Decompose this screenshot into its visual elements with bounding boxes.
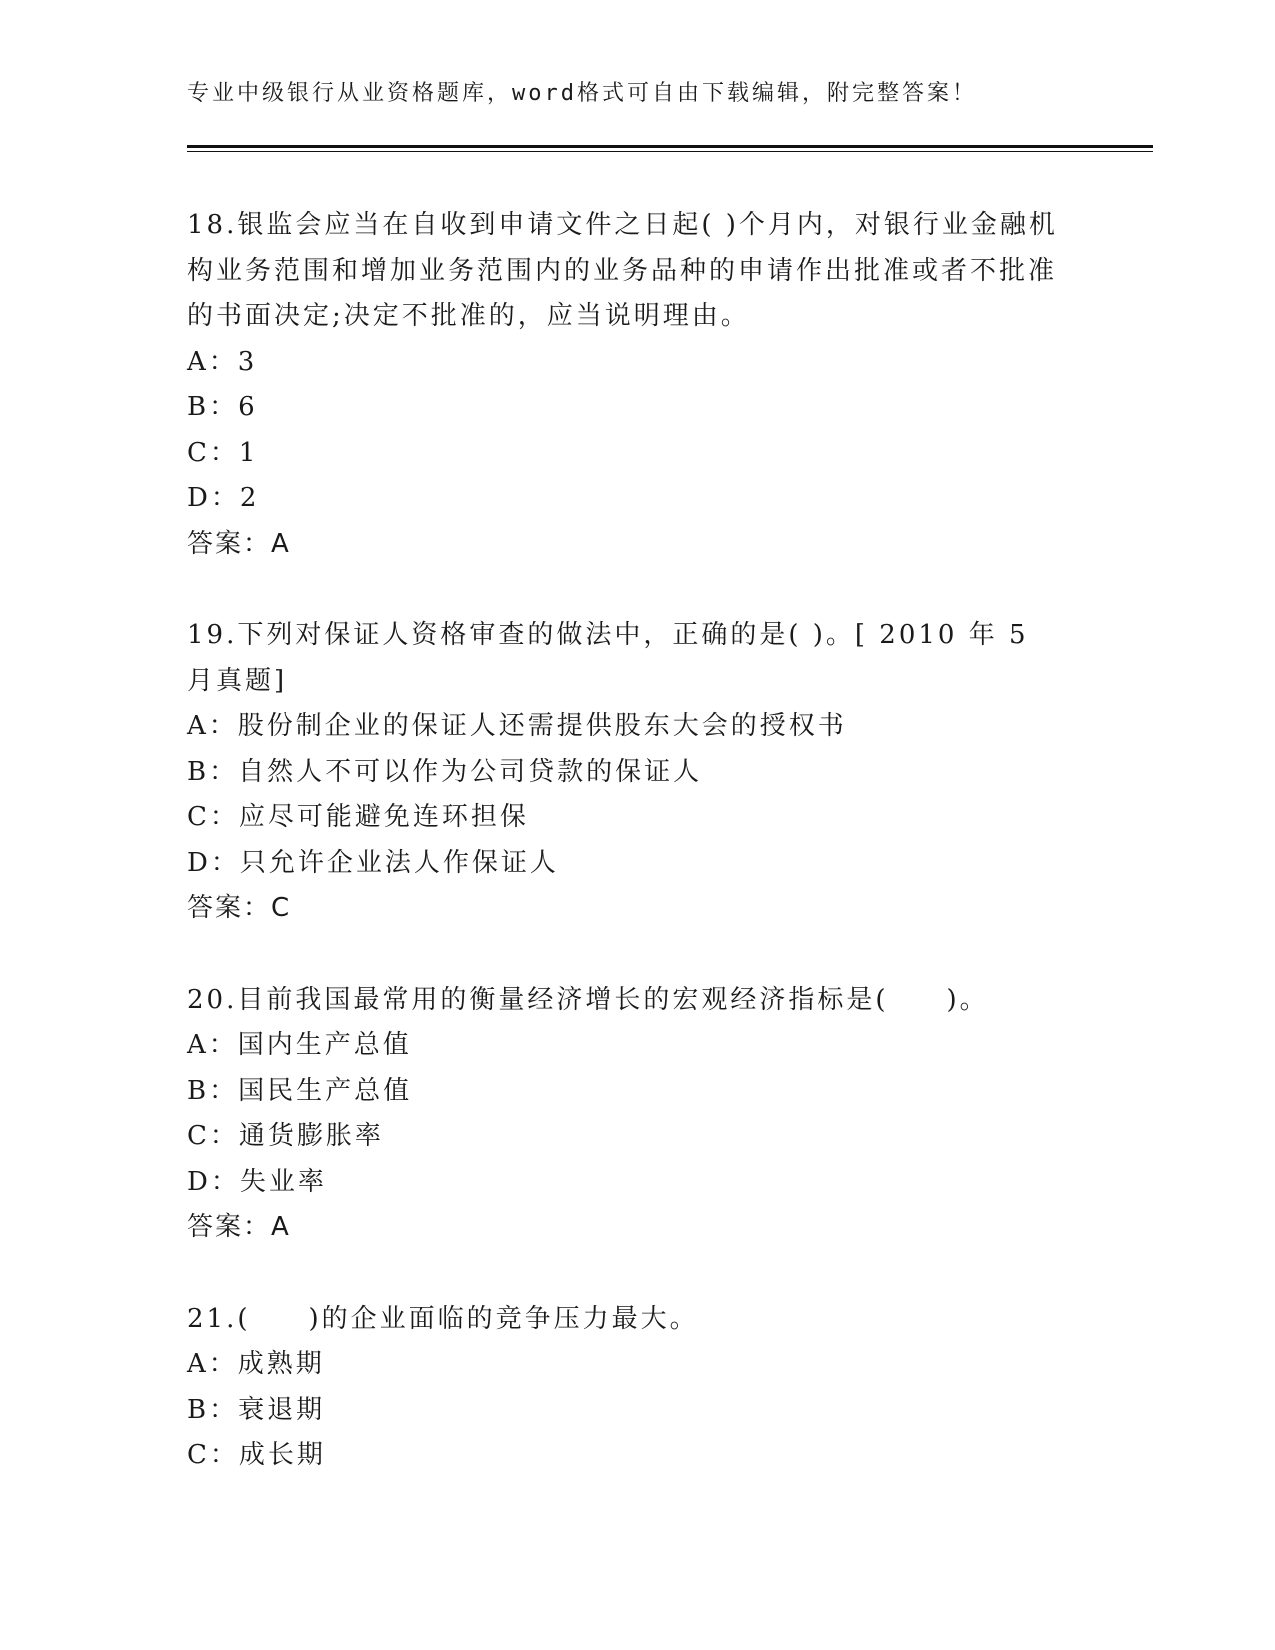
question-21 [187, 1297, 1067, 1479]
option-a: A：股份制企业的保证人还需提供股东大会的授权书 [187, 711, 847, 741]
option-b: B：国民生产总值 [187, 1075, 413, 1106]
answer-line: 答案：A [187, 1212, 291, 1242]
option-c: C：通货膨胀率 [187, 1121, 384, 1151]
question-19 [187, 613, 1067, 932]
question-20 [187, 978, 1067, 1251]
question-stem: 19.下列对保证人资格审查的做法中，正确的是( )。[ 2010 年 5 月真题] [187, 620, 1029, 696]
question-list [187, 203, 1067, 1479]
option-d: D：2 [187, 483, 260, 513]
question-stem: 20.目前我国最常用的衡量经济增长的宏观经济指标是( )。 [187, 984, 989, 1015]
option-a: A：成熟期 [187, 1349, 325, 1379]
option-b: B：6 [187, 392, 258, 422]
question-18 [187, 203, 1067, 567]
option-a: A：3 [187, 346, 258, 377]
question-stem: 21.( )的企业面临的竞争压力最大。 [187, 1303, 699, 1334]
option-d: D：只允许企业法人作保证人 [187, 847, 559, 878]
option-b: B：衰退期 [187, 1394, 326, 1425]
option-a: A：国内生产总值 [187, 1030, 412, 1060]
option-c: C：1 [187, 437, 259, 468]
option-c: C：应尽可能避免连环担保 [187, 802, 529, 832]
page-header: 专业中级银行从业资格题库，word格式可自由下载编辑，附完整答案！ [187, 81, 977, 106]
header-divider-thin [187, 151, 1153, 152]
answer-line: 答案：A [187, 528, 291, 559]
option-b: B：自然人不可以作为公司贷款的保证人 [187, 756, 703, 787]
answer-line: 答案：C [187, 893, 292, 923]
header-divider-thick [187, 145, 1153, 148]
option-c: C：成长期 [187, 1440, 326, 1470]
option-d: D：失业率 [187, 1166, 327, 1197]
question-stem: 18.银监会应当在自收到申请文件之日起( )个月内，对银行业金融机构业务范围和增加业务范围内的业务品种的申请作出批准或者不批准的书面决定;决定不批准的，应当说明理由。 [187, 210, 1058, 331]
